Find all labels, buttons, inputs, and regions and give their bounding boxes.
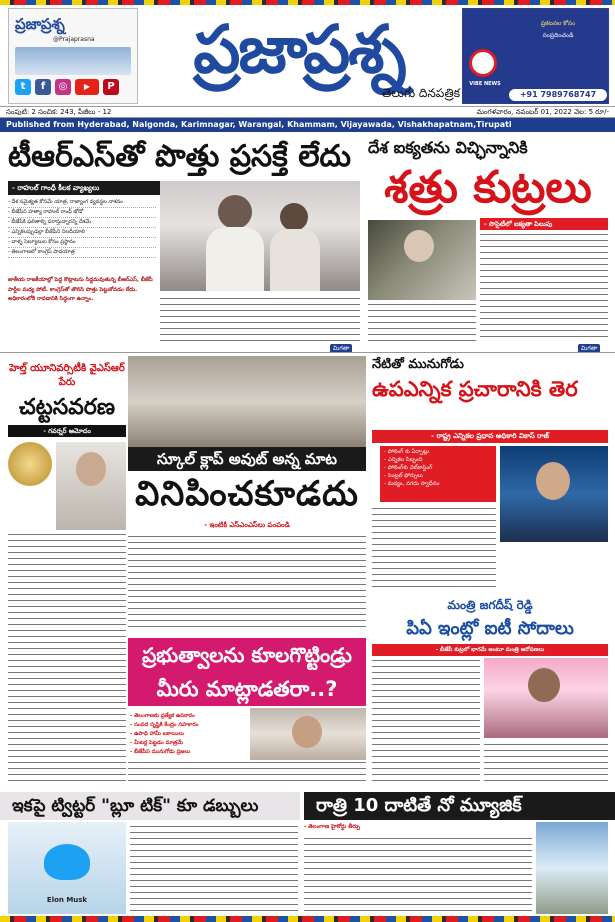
divider [0, 352, 615, 353]
date-price: మంగళవారం, నవంబర్ 01, 2022 వెల: 5 రూ/- [476, 108, 609, 116]
munugode-points [380, 446, 496, 502]
person-body [270, 229, 320, 291]
twitter-bird-icon [44, 844, 90, 880]
school-dropout-subhead: - ఇంటికి ఎస్ఎంఎస్‌లు పంపండి [204, 521, 290, 529]
munugode-subhead: - రాష్ట్ర ఎన్నికల ప్రధాన అధికారి వికాస్ రాజ్ [372, 430, 608, 443]
person-head [292, 716, 322, 748]
photo-caption: Elon Musk [46, 896, 88, 904]
person-head [280, 203, 308, 231]
right-photo [368, 220, 476, 300]
lead-headline[interactable]: టీఆర్ఎస్‌తో పొత్తు ప్రసక్తే లేదు [8, 139, 352, 174]
lead-bullet: - బీజేపీకి ఫలితాల్ని పరాస్తున్నారన్ని దేశమే [8, 218, 156, 228]
facebook-icon[interactable]: f [35, 79, 51, 95]
lead-photo [160, 181, 360, 291]
health-univ-body-text [8, 532, 126, 782]
minister-pa-headline[interactable]: పిఏ ఇంట్లో ఐటీ సోదాలు [406, 618, 574, 639]
list-item: - ఉపాధి హామీ బకాయిలు [130, 731, 185, 737]
election-officer-photo [500, 446, 608, 542]
brand-box [8, 8, 138, 104]
ad-line-1: ప్రకటనల కోసం [540, 20, 576, 27]
person-head [536, 462, 570, 500]
instagram-icon[interactable]: ◎ [55, 79, 71, 95]
munugode-headline[interactable]: ఉపఎన్నిక ప్రచారానికి తెర [372, 377, 578, 401]
school-dropout-headline[interactable]: వినిపించకూడదు [135, 474, 359, 514]
list-item: - సెంట్రల్ ఫోర్సులు [384, 473, 423, 479]
brand-small-logo: ప్రజాప్రశ్న [15, 15, 65, 33]
published-from-bar: Published from Hyderabad, Nalgonda, Karimnagar, Warangal, Khammam, Vijayawada, Vishakhapatnam,Tirupati [0, 118, 615, 132]
jagadish-reddy-photo [484, 658, 608, 738]
top-color-strip [0, 0, 615, 5]
lead-bullet: - తెలంగాణలో కాంగ్రెస్ పాదయాత్ర [8, 248, 156, 258]
meeting-photo [128, 356, 366, 448]
lead-bullet: - ఎన్నికలప్పుడల్లా బీజేపీని నిలదీయాలి [8, 228, 156, 238]
list-item: - తెలంగాణకు ప్రత్యేక ఉపకారం [130, 713, 195, 719]
lead-subhead: - రాహుల్ గాంధీ కీలక వ్యాఖ్యలు [8, 181, 160, 195]
twitter-icon[interactable]: t [15, 79, 31, 95]
governor-photo [56, 442, 126, 530]
dateline [0, 106, 615, 118]
opposition-band-line-1[interactable]: ప్రభుత్వాలను కూలగొట్టిండ్రు [128, 638, 366, 672]
ad-phone: +91 7989768747 [509, 89, 607, 101]
list-item: - సంపద సృష్టికి కేంద్రం సహకారం [130, 722, 199, 728]
read-more-link[interactable]: మిగతా [578, 344, 600, 353]
pinterest-icon[interactable]: P [103, 79, 119, 95]
lead-bullet: - వాళ్ళ సెల్యూటుల కోసం ప్రస్థానం [8, 238, 156, 248]
lead-bullet: - బీజేపీని హత్యా రాహుల్ రాంధ్ జోడో [8, 208, 156, 218]
high-court-photo [536, 822, 608, 914]
munugode-body-text [372, 506, 496, 590]
right-subhead: - సొసైటీలో ఐక్యతా పిలుపు [480, 218, 608, 230]
issue-info: సంపుటి: 2 సంచిక: 243, పేజీలు - 12 [6, 108, 112, 116]
health-univ-kicker: హెల్త్ యూనివర్సిటీకి వైఎస్ఆర్ పేరు [9, 363, 125, 388]
advertisement[interactable] [462, 8, 609, 104]
night-music-headline[interactable]: రాత్రి 10 దాటితే నో మ్యూజిక్ [304, 792, 615, 820]
minister-pa-subhead: - బీజేపీ కుట్రలో భాగమే అంటూ మంత్రి ఆరోపణలు [372, 644, 608, 656]
opposition-band-line-2[interactable]: మీరు మాట్లాడతరా..? [128, 672, 366, 706]
person-head [404, 230, 434, 262]
twitter-photo [8, 822, 126, 914]
health-univ-subhead: - గవర్నర్ ఆమోదం [8, 425, 126, 437]
person-head [218, 195, 252, 229]
lead-bullets [8, 198, 156, 258]
list-item: - మీటర్ల పెట్టడం మాత్రమే [130, 740, 183, 746]
list-item: - బీజేపీని మునుగోడు ప్రజలు [130, 749, 191, 755]
ad-logo-text: VIBE NEWS [469, 81, 501, 87]
ad-line-2: సంప్రదించండి [542, 32, 574, 39]
right-kicker: దేశ ఐక్యతను విచ్ఛిన్నానికి [368, 138, 528, 157]
bottom-color-strip [0, 916, 615, 922]
vibe-news-logo-icon [469, 49, 497, 77]
school-dropout-body-text [128, 534, 366, 632]
minister-pa-kicker: మంత్రి జగదీష్ రెడ్డి [447, 598, 533, 612]
health-univ-headline[interactable]: చట్టసవరణ [18, 395, 115, 420]
brand-image [15, 47, 131, 75]
munugode-kicker: నేటితో మునుగోడు [372, 357, 464, 372]
right-body-text [480, 232, 608, 342]
person-head [528, 668, 560, 702]
lead-body-text [160, 296, 360, 342]
right-headline[interactable]: శత్రు కుట్రలు [384, 162, 592, 213]
opposition-points [130, 712, 248, 757]
lead-highlight-text: జాతీయ రాజకీయాల్లో పెద్ద కొట్లాటను సిద్ధమవుతున్న బీఆర్ఎస్, బీజేపీ పార్టీల మధ్య పోటీ. కాంగ్రెస్‌తో తొలిసి పొత్తు పెట్టుకోవడం లేదు. అధికారంలోకి రావడానికి సిద్ధంగా ఉన్నాం. [8, 277, 153, 302]
list-item: - ఎన్నికల సిబ్బంది [384, 457, 423, 463]
right-body-text-2 [368, 302, 476, 342]
youtube-icon[interactable]: ▶ [75, 79, 99, 95]
twitter-blue-tick-headline[interactable]: ఇకపై ట్విట్టర్ "బ్లూ టిక్" కూ డబ్బులు [0, 792, 300, 820]
minister-pa-body-text [372, 658, 480, 786]
school-dropout-band: స్కూల్ క్లాప్ అవుట్ అన్న మాట [128, 447, 366, 471]
list-item: - పోలింగ్‌కు వెబ్‌కాస్టింగ్ [384, 465, 433, 471]
list-item: - పోలింగ్ కు ఏర్పాట్లు [384, 449, 430, 455]
list-item: - మద్యం, నగదు స్వాధీనం [384, 481, 440, 487]
person-body [206, 227, 264, 291]
night-music-body-text [304, 836, 532, 914]
read-more-link[interactable]: మిగతా [330, 344, 352, 353]
lead-bullet: - దేశ సమైక్యత కోసమే యాత్ర, రాజ్యాంగ వ్యవస్థల నాశనం [8, 198, 156, 208]
night-music-subhead: - తెలంగాణ హైకోర్టు తీర్పు [304, 824, 360, 830]
government-seal-icon [8, 442, 52, 486]
masthead-tagline: తెలుగు దినపత్రిక [381, 86, 460, 100]
minister-pa-body-text-2 [484, 742, 608, 786]
person-head [76, 452, 106, 486]
opposition-body-text [128, 760, 366, 786]
twitter-handle: @Prajaprasna [53, 36, 95, 43]
masthead-title: ప్రజాప్రశ్న [193, 10, 405, 88]
twitter-body-text [130, 824, 298, 914]
